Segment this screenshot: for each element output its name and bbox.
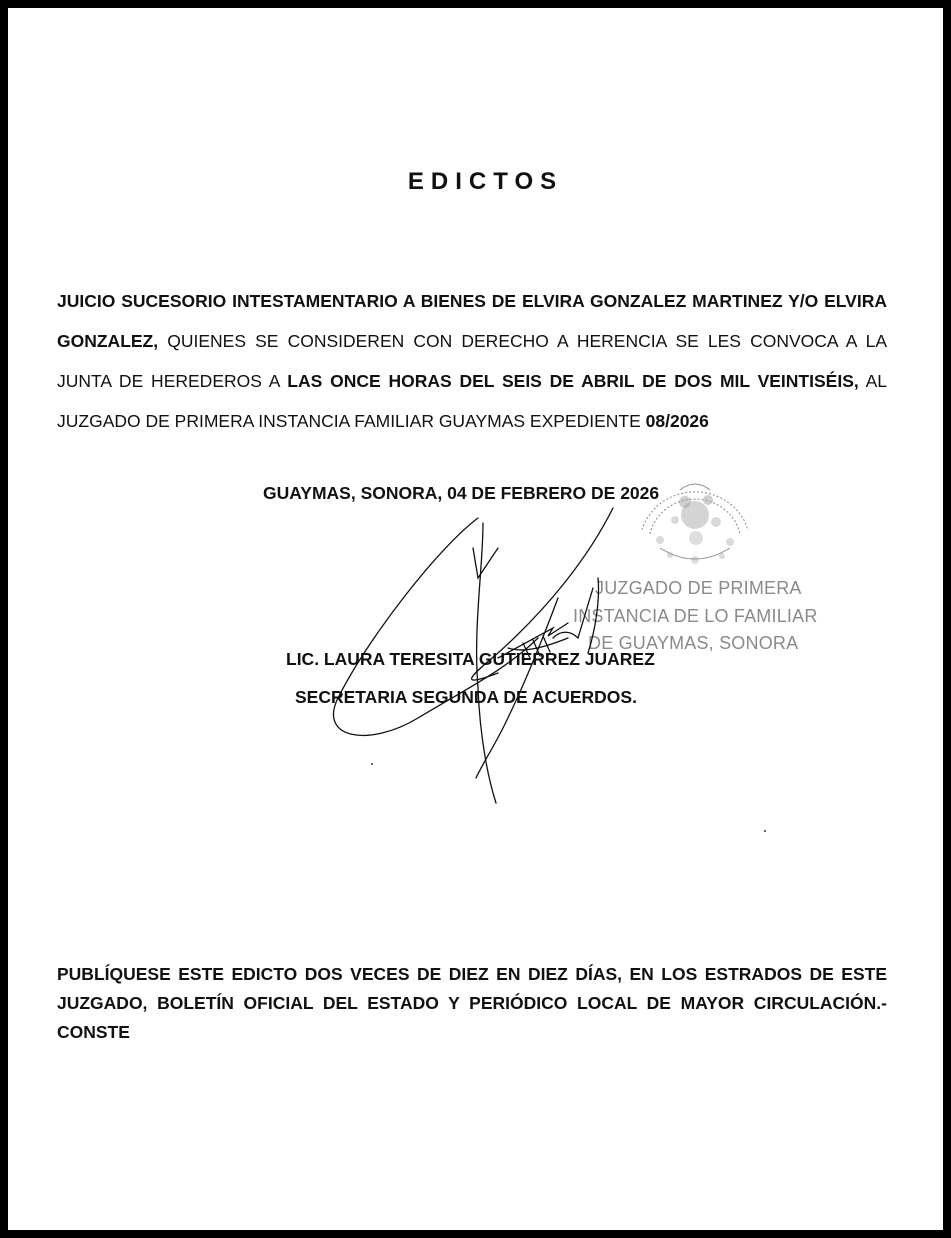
publication-order: PUBLÍQUESE ESTE EDICTO DOS VECES DE DIEZ EN DIEZ DÍAS, EN LOS ESTRADOS DE ESTE JUZGADO, BOLETÍN OFICIAL DEL ESTADO Y PERIÓDICO LOCAL DE MAYOR CIRCULACIÓN.- CONSTE — [57, 964, 887, 1042]
document-title: EDICTOS — [407, 168, 564, 195]
edict-case-heading: JUICIO SUCESORIO INTESTAMENTARIO A BIENES DE ELVIRA GONZALEZ MARTINEZ Y/O ELVIRA GONZALEZ, — [57, 291, 887, 351]
signer-title: SECRETARIA SEGUNDA DE ACUERDOS. — [295, 687, 637, 707]
stamp-line-court: JUZGADO DE PRIMERA — [595, 578, 802, 598]
stamp-line-instance: INSTANCIA DE LO FAMILIAR — [573, 606, 818, 626]
edict-case-number: 08/2026 — [645, 411, 709, 431]
place-date-line: GUAYMAS, SONORA, 04 DE FEBRERO DE 2026 — [263, 483, 660, 503]
ink-speck — [764, 830, 766, 832]
edict-body — [57, 281, 887, 441]
edict-body-text-1: QUIENES SE CONSIDEREN CON DERECHO A HERENCIA SE LES CONVOCA A LA JUNTA DE HEREDEROS A — [57, 331, 887, 391]
court-stamp — [568, 458, 848, 668]
edict-body-text-2: AL JUZGADO DE PRIMERA INSTANCIA FAMILIAR GUAYMAS EXPEDIENTE — [57, 371, 887, 431]
coat-of-arms-seal-icon — [630, 460, 760, 575]
document-page — [8, 8, 943, 1230]
stamp-line-location: DE GUAYMAS, SONORA — [588, 633, 799, 653]
ink-speck — [371, 763, 373, 765]
edict-hearing-time: LAS ONCE HORAS DEL SEIS DE ABRIL DE DOS MIL VEINTISÉIS, — [287, 371, 859, 391]
signer-name: LIC. LAURA TERESITA GUTIERREZ JUAREZ — [286, 649, 655, 669]
